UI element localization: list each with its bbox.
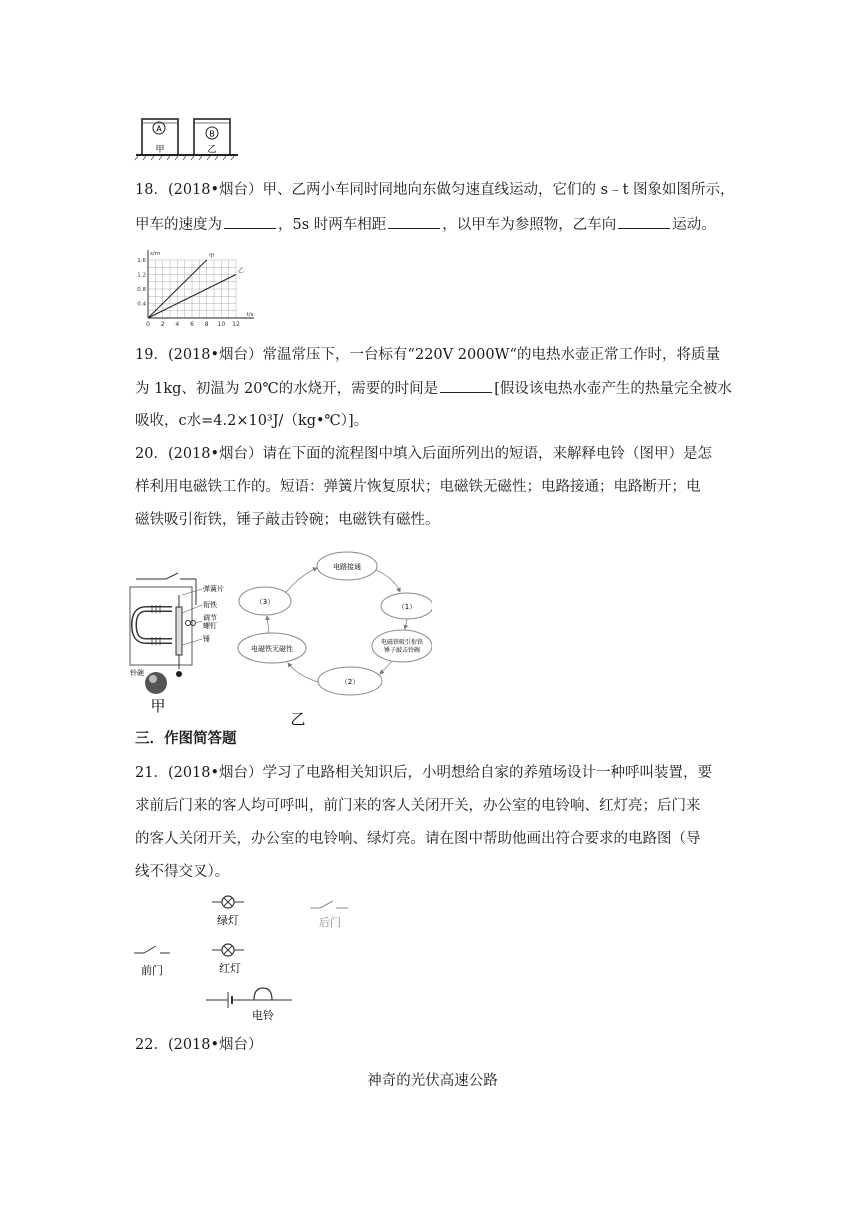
red-lamp-symbol[interactable] [212,944,244,956]
electric-bell-figure [126,565,226,715]
bell-armature-label: 衔铁 [203,601,217,609]
y-tick-label: 0.8 [137,287,146,293]
x-tick-label: 6 [190,321,194,328]
back-door-label: 后门 [319,916,341,929]
x-tick-label: 4 [175,321,180,328]
q20-line1: 20．(2018•烟台）请在下面的流程图中填入后面所列出的短语，来解释电铃（图甲）是怎 [135,446,713,462]
q21-line4: 线不得交叉）。 [135,864,230,880]
flow-node-left-lower-label: 电磁铁无磁性 [251,645,293,653]
bell-spring-label: 弹簧片 [203,585,224,593]
q18-blank-1[interactable] [224,214,276,229]
flow-chart-figure [232,548,432,728]
flow-node-right-lower-label-2: 锤子敲击铃碗 [383,647,421,654]
q19-text-b: [假设该电热水壶产生的热量完全被水 [494,381,732,397]
red-lamp-label: 红灯 [219,962,241,975]
y-axis-label: s/m [150,251,161,257]
q21-line2: 求前后门来的客人均可呼叫，前门来的客人关闭开关，办公室的电铃响、红灯亮；后门来 [135,798,701,814]
x-tick-label: 0 [146,321,150,328]
green-lamp-symbol[interactable] [212,896,244,908]
x-tick-label: 8 [204,321,209,328]
q18-line1: 18．(2018•烟台）甲、乙两小车同时同地向东做匀速直线运动，它们的 s﹣t 图象如图所示， [135,182,735,198]
flow-node-right-lower [372,630,432,662]
q19-blank[interactable] [440,378,492,393]
flow-node-bottom-label: （2） [340,678,360,686]
q18-blank-3[interactable] [618,214,670,229]
x-tick-label: 12 [232,321,240,328]
battery-and-bell-symbol[interactable] [206,988,292,1008]
q21-line3: 的客人关闭开关，办公室的电铃响、绿灯亮。请在图中帮助他画出符合要求的电路图（导 [135,831,701,847]
q20-line2: 样利用电磁铁工作的。短语：弹簧片恢复原状；电磁铁无磁性；电路接通；电路断开；电 [135,479,701,495]
flow-node-left-upper-label: （3） [255,598,275,606]
beakers-figure [134,113,240,161]
beaker-jia-label: 甲 [155,145,165,155]
beaker-yi-label: 乙 [207,145,217,155]
green-lamp-label: 绿灯 [217,914,239,927]
series-label-yi: 乙 [238,267,245,275]
q18-blank-2[interactable] [388,214,440,229]
st-graph [128,248,264,330]
q19-line3: 吸收，c水=4.2×10³J/（kg•℃）]。 [135,413,369,429]
back-door-switch-symbol[interactable] [310,901,348,908]
q19-text-a: 为 1kg、初温为 20℃的水烧开，需要的时间是 [135,381,439,397]
q18-text-d: 运动。 [672,217,716,233]
bell-hammer-label: 锤 [203,635,210,643]
section-3-title: 三．作图简答题 [135,730,237,747]
y-tick-label: 1.6 [137,258,146,264]
x-axis-label: t/s [246,312,254,318]
front-door-switch-symbol[interactable] [134,946,170,953]
series-label-jia: 甲 [208,253,215,260]
q18-text-c: ，以甲车为参照物，乙车向 [442,217,617,233]
bell-label: 电铃 [252,1009,274,1022]
q22-line1: 22．(2018•烟台） [135,1037,263,1053]
x-tick-label: 10 [217,321,226,328]
q19-line1: 19．(2018•烟台）常温常压下，一台标有“220V 2000W“的电热水壶正常工作时，将质量 [135,347,720,363]
q19-line2 [135,378,732,399]
circuit-components-figure [130,888,370,1028]
flow-node-right-upper-label: （1） [397,603,417,611]
bell-caption: 甲 [150,697,166,715]
beaker-b-label: B [209,129,215,139]
q18-text-b: ，5s 时两车相距 [278,217,387,233]
front-door-label: 前门 [141,964,163,977]
flow-caption: 乙 [290,710,306,728]
bell-bowl-label: 铃碗 [130,669,144,677]
q21-line1: 21．(2018•烟台）学习了电路相关知识后，小明想给自家的养殖场设计一种呼叫装置，要 [135,765,713,781]
flow-node-top-label: 电路接通 [333,563,361,571]
bell-screw-label-2: 螺钉 [203,622,217,630]
flow-node-right-lower-label-1: 电磁铁吸引衔铁 [380,639,424,646]
beaker-a-label: A [156,124,162,134]
bell-screw-label-1: 调节 [203,614,217,622]
q20-line3: 磁铁吸引衔铁，锤子敲击铃碗；电磁铁有磁性。 [135,512,440,528]
y-tick-label: 1.2 [137,272,146,279]
x-tick-label: 2 [160,321,165,328]
q22-article-title: 神奇的光伏高速公路 [367,1073,498,1089]
y-tick-label: 0.4 [137,301,146,308]
q18-text-a: 甲车的速度为 [135,217,222,233]
q18-line2 [135,214,716,235]
